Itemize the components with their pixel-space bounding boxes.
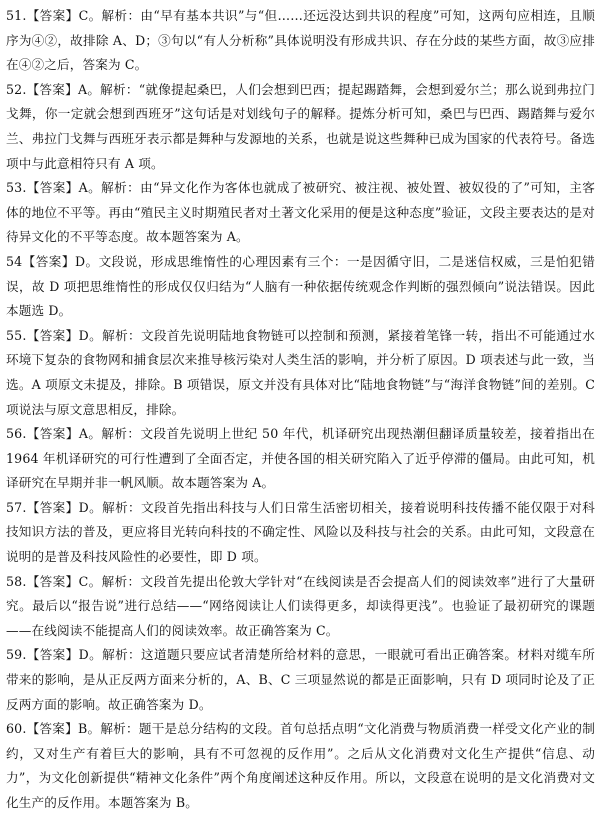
answer-text: B。解析：题干是总分结构的文段。首句总括点明“文化消费与物质消费一样受文化产业的制约，又对生产有着巨大的影响，具有不可忽视的反作用”。之后从文化消费对文化生产提供“信息、动力”，为文化创新提供“精神文化条件”两个角度阐述这种反作用。所以，文段意在说明的是文化消费对文化生产的反作用。本题答案为 B。 xyxy=(6,721,595,810)
answer-text: C。解析：文段首先提出伦敦大学针对“在线阅读是否会提高人们的阅读效率”进行了大量研究。最后以“报告说”进行总结——“网络阅读让人们读得更多，却读得更浅”。也验证了最初研究的课题——在线阅读不能提高人们的阅读效率。故正确答案为 C。 xyxy=(6,573,595,638)
question-number: 56. xyxy=(6,426,27,442)
answer-entry-55 xyxy=(6,324,595,422)
answer-entry-52 xyxy=(6,78,595,176)
answer-text: D。解析：文段首先说明陆地食物链可以控制和预测，紧接着笔锋一转，指出不可能通过水环境下复杂的食物网和捕食层次来推导核污染对人类生活的影响，并分析了原因。D 项表述与此一致，当选。A 项原文未提及，排除。B 项错误，原文并没有具体对比“陆地食物链”与“海洋食物链”间的差别。C 项说法与原文意思相反，排除。 xyxy=(6,327,595,417)
question-number: 53. xyxy=(6,180,27,196)
answer-entry-59 xyxy=(6,643,595,717)
answer-text: D。文段说，形成思维惰性的心理因素有三个：一是因循守旧，二是迷信权威，三是怕犯错误，故 D 项把思维惰性的形成仅仅归结为“人脑有一种依据传统观念作判断的强烈倾向”说法错误。因此本题选 D。 xyxy=(6,253,595,319)
question-number: 51. xyxy=(6,8,27,23)
question-number: 57. xyxy=(6,499,27,515)
answer-text: C。解析：由“早有基本共识”与“但……还远没达到共识的程度”可知，这两句应相连，且顺序为④②，故排除 A、D；③句以“有人分析称”具体说明没有形成共识、存在分歧的某些方面，故③应排在④②之后，答案为 C。 xyxy=(6,8,595,73)
answer-text: D。解析：文段首先指出科技与人们日常生活密切相关，接着说明科技传播不能仅限于对科技知识方法的普及，更应将目光转向科技的不确定性、风险以及科技与社会的关系。由此可知，文段意在说明的是普及科技风险性的必要性，即 D 项。 xyxy=(6,499,595,565)
answer-text: D。解析：这道题只要应试者清楚所给材料的意思，一眼就可看出正确答案。材料对缆车所带来的影响，是从正反两方面来分析的，A、B、C 三项显然说的都是正面影响，只有 D 项同时论及了正反两方面的影响。故正确答案为 D。 xyxy=(6,647,595,712)
answer-tag: 【答案】 xyxy=(26,8,79,23)
answer-explanations-page xyxy=(6,4,595,816)
answer-entry-53 xyxy=(6,176,595,250)
answer-entry-60 xyxy=(6,717,595,815)
answer-entry-54 xyxy=(6,250,595,324)
answer-tag: 【答案】 xyxy=(26,327,79,343)
answer-entry-51 xyxy=(6,4,595,78)
question-number: 58. xyxy=(6,573,27,589)
answer-entry-58 xyxy=(6,570,595,644)
answer-text: A。解析：“就像提起桑巴，人们会想到巴西；提起踢踏舞，会想到爱尔兰；那么说到弗拉门戈舞，你一定就会想到西班牙”这句话是对划线句子的解释。提炼分析可知，桑巴与巴西、踢踏舞与爱尔兰、弗拉门戈舞与西班牙表示都是舞种与发源地的关系，也就是说这些舞种已成为国家的代表符号。备选项中与此意相符只有 A 项。 xyxy=(6,81,595,171)
answer-tag: 【答案】 xyxy=(26,721,78,737)
answer-entry-56 xyxy=(6,422,595,496)
question-number: 52. xyxy=(6,81,27,97)
answer-tag: 【答案】 xyxy=(26,573,79,589)
answer-tag: 【答案】 xyxy=(26,180,79,196)
answer-tag: 【答案】 xyxy=(26,81,78,97)
question-number: 59. xyxy=(6,647,27,663)
question-number: 55. xyxy=(6,327,27,343)
answer-tag: 【答案】 xyxy=(26,426,79,442)
question-number: 54 xyxy=(6,253,23,269)
answer-tag: 【答案】 xyxy=(26,499,79,515)
answer-tag: 【答案】 xyxy=(22,253,75,269)
answer-entry-57 xyxy=(6,496,595,570)
question-number: 60. xyxy=(6,721,27,737)
answer-text: A。解析：文段首先说明上世纪 50 年代，机译研究出现热潮但翻译质量较差，接着指出在 1964 年机译研究的可行性遭到了全面否定，并使各国的相关研究陷入了近乎停滞的僵局。由此可知，机译研究在早期并非一帆风顺。故本题答案为 A。 xyxy=(6,426,595,491)
answer-text: A。解析：由“异文化作为客体也就成了被研究、被注视、被处置、被奴役的了”可知，主客体的地位不平等。再由“殖民主义时期殖民者对土著文化采用的便是这种态度”验证，文段主要表达的是对待异文化的不平等态度。故本题答案为 A。 xyxy=(6,180,595,245)
answer-tag: 【答案】 xyxy=(26,647,79,663)
